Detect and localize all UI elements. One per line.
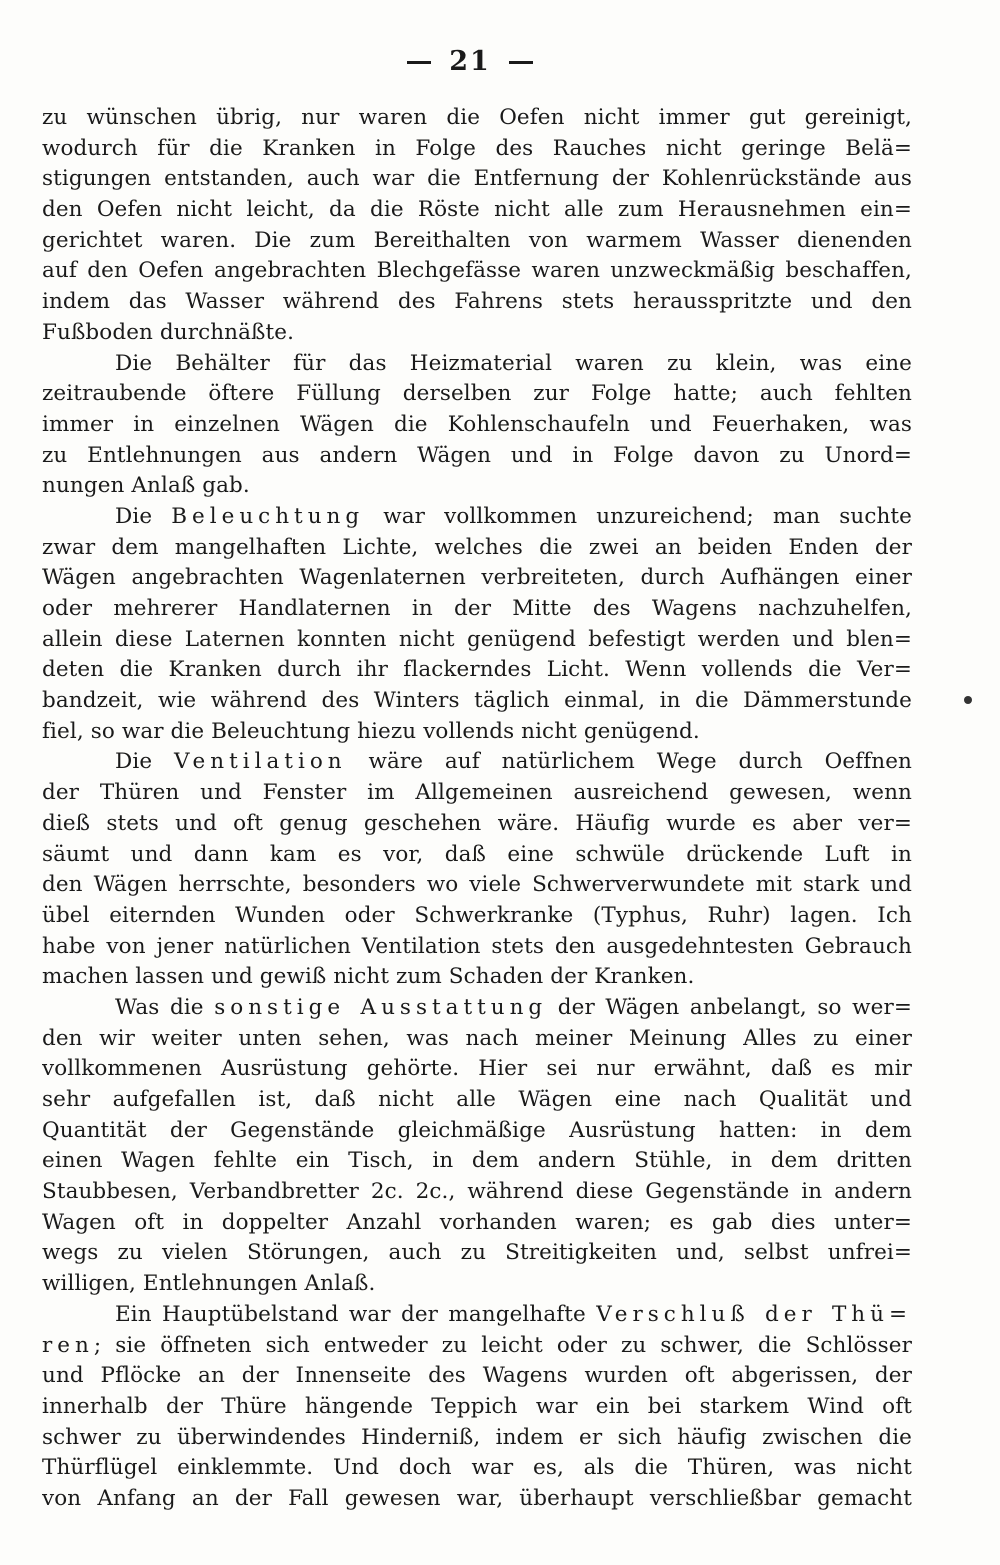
text-line: Staubbesen, Verbandbretter 2c. 2c., während diese Gegenstände in andern — [42, 1179, 912, 1205]
text-line: sehr aufgefallen ist, daß nicht alle Wägen eine nach Qualität und — [42, 1087, 912, 1112]
emphasized-term: Beleuchtung — [171, 503, 365, 529]
text-line: stigungen entstanden, auch war die Entfernung der Kohlenrückstände aus — [42, 166, 912, 192]
page-number-header — [0, 46, 940, 77]
text-line — [42, 1331, 912, 1362]
text-line — [42, 1300, 912, 1331]
text-line: deten die Kranken durch ihr flackerndes Licht. Wenn vollends die Ver= — [42, 657, 912, 683]
text-line: den Wägen herrschte, besonders wo viele Schwerverwundete mit stark und — [42, 872, 912, 898]
text-line: und Pflöcke an der Innenseite des Wagens wurden oft abgerissen, der — [42, 1363, 912, 1389]
emphasized-term: ren — [42, 1332, 94, 1358]
text-line: habe von jener natürlichen Ventilation stets den ausgedehntesten Gebrauch — [42, 933, 912, 959]
text-segment: Die — [115, 749, 174, 775]
text-line: nungen Anlaß gab. — [42, 473, 250, 499]
left-dash — [407, 61, 431, 64]
text-line: den Oefen nicht leicht, da die Röste nicht alle zum Herausnehmen ein= — [42, 197, 912, 223]
text-line: säumt und dann kam es vor, daß eine schwüle drückende Luft in — [42, 841, 912, 867]
emphasized-term: Ventilation — [173, 749, 347, 775]
text-line: gerichtet waren. Die zum Bereithalten von warmem Wasser dienenden — [42, 227, 912, 253]
text-line: einen Wagen fehlte ein Tisch, in dem andern Stühle, in dem dritten — [42, 1148, 912, 1174]
text-line: dieß stets und oft genug geschehen wäre. Häufig wurde es aber ver= — [42, 810, 912, 836]
text-line: den wir weiter unten sehen, was nach meiner Meinung Alles zu einer — [42, 1025, 912, 1051]
text-line: willigen, Entlehnungen Anlaß. — [42, 1271, 376, 1297]
text-segment: Die — [115, 503, 172, 529]
emphasized-term: Verschluß der Thü= — [596, 1301, 912, 1327]
text-line: zwar dem mangelhaften Lichte, welches die zwei an beiden Enden der — [42, 534, 912, 560]
text-line: oder mehrerer Handlaternen in der Mitte des Wagens nachzuhelfen, — [42, 596, 912, 621]
text-line: zu Entlehnungen aus andern Wägen und in Folge davon zu Unord= — [42, 442, 912, 468]
text-segment: Ein Hauptübelstand war der mangelhafte — [115, 1301, 597, 1327]
text-line — [42, 502, 912, 533]
text-segment: wäre auf natürlichem Wege durch Oeffnen — [346, 749, 912, 775]
text-line: bandzeit, wie während des Winters täglich einmal, in die Dämmerstunde — [42, 688, 912, 714]
text-line: übel eiternden Wunden oder Schwerkranke (Typhus, Ruhr) lagen. Ich — [42, 902, 912, 928]
text-line: zu wünschen übrig, nur waren die Oefen nicht immer gut gereinigt, — [42, 105, 912, 130]
text-line: Thürflügel einklemmte. Und doch war es, als die Thüren, was nicht — [42, 1455, 912, 1481]
right-dash — [509, 61, 533, 64]
text-line: machen lassen und gewiß nicht zum Schaden der Kranken. — [42, 964, 695, 990]
text-line: innerhalb der Thüre hängende Teppich war ein bei starkem Wind oft — [42, 1393, 912, 1419]
text-segment: Was die — [115, 994, 215, 1020]
text-line: schwer zu überwindendes Hinderniß, indem er sich häufig zwischen die — [42, 1424, 912, 1450]
text-line: immer in einzelnen Wägen die Kohlenschaufeln und Feuerhaken, was — [42, 411, 912, 437]
text-line: allein diese Laternen konnten nicht genügend befestigt werden und blen= — [42, 626, 912, 652]
text-line: von Anfang an der Fall gewesen war, überhaupt verschließbar gemacht — [42, 1485, 912, 1511]
text-line: wegs zu vielen Störungen, auch zu Streitigkeiten und, selbst unfrei= — [42, 1240, 912, 1266]
text-line: Die Behälter für das Heizmaterial waren zu klein, was eine — [115, 350, 912, 376]
text-segment: ; sie öffneten sich entweder zu leicht oder zu schwer, die Schlösser — [93, 1332, 912, 1358]
text-line: der Thüren und Fenster im Allgemeinen ausreichend gewesen, wenn — [42, 780, 912, 806]
text-line: Quantität der Gegenstände gleichmäßige Ausrüstung hatten: in dem — [42, 1117, 912, 1143]
text-line: Fußboden durchnäßte. — [42, 319, 295, 345]
page-number: 21 — [449, 46, 491, 77]
text-line: Wagen oft in doppelter Anzahl vorhanden waren; es gab dies unter= — [42, 1209, 912, 1235]
text-line: fiel, so war die Beleuchtung hiezu vollends nicht genügend. — [42, 718, 700, 744]
text-line: Wägen angebrachten Wagenlaternen verbreiteten, durch Aufhängen einer — [42, 565, 912, 591]
body-text — [42, 103, 912, 1515]
text-line: auf den Oefen angebrachten Blechgefässe waren unzweckmäßig beschaffen, — [42, 258, 912, 284]
text-line: indem das Wasser während des Fahrens stets herausspritzte und den — [42, 289, 912, 315]
text-segment: war vollkommen unzureichend; man suchte — [364, 503, 912, 529]
text-line — [42, 747, 912, 778]
emphasized-term: sonstige Ausstattung — [214, 994, 548, 1020]
text-segment: der Wägen anbelangt, so wer= — [547, 994, 912, 1020]
text-line: vollkommenen Ausrüstung gehörte. Hier sei nur erwähnt, daß es mir — [42, 1056, 912, 1082]
text-line — [42, 993, 912, 1024]
text-line: wodurch für die Kranken in Folge des Rauches nicht geringe Belä= — [42, 135, 912, 161]
text-line: zeitraubende öftere Füllung derselben zur Folge hatte; auch fehlten — [42, 381, 912, 407]
margin-ink-mark — [964, 696, 972, 704]
